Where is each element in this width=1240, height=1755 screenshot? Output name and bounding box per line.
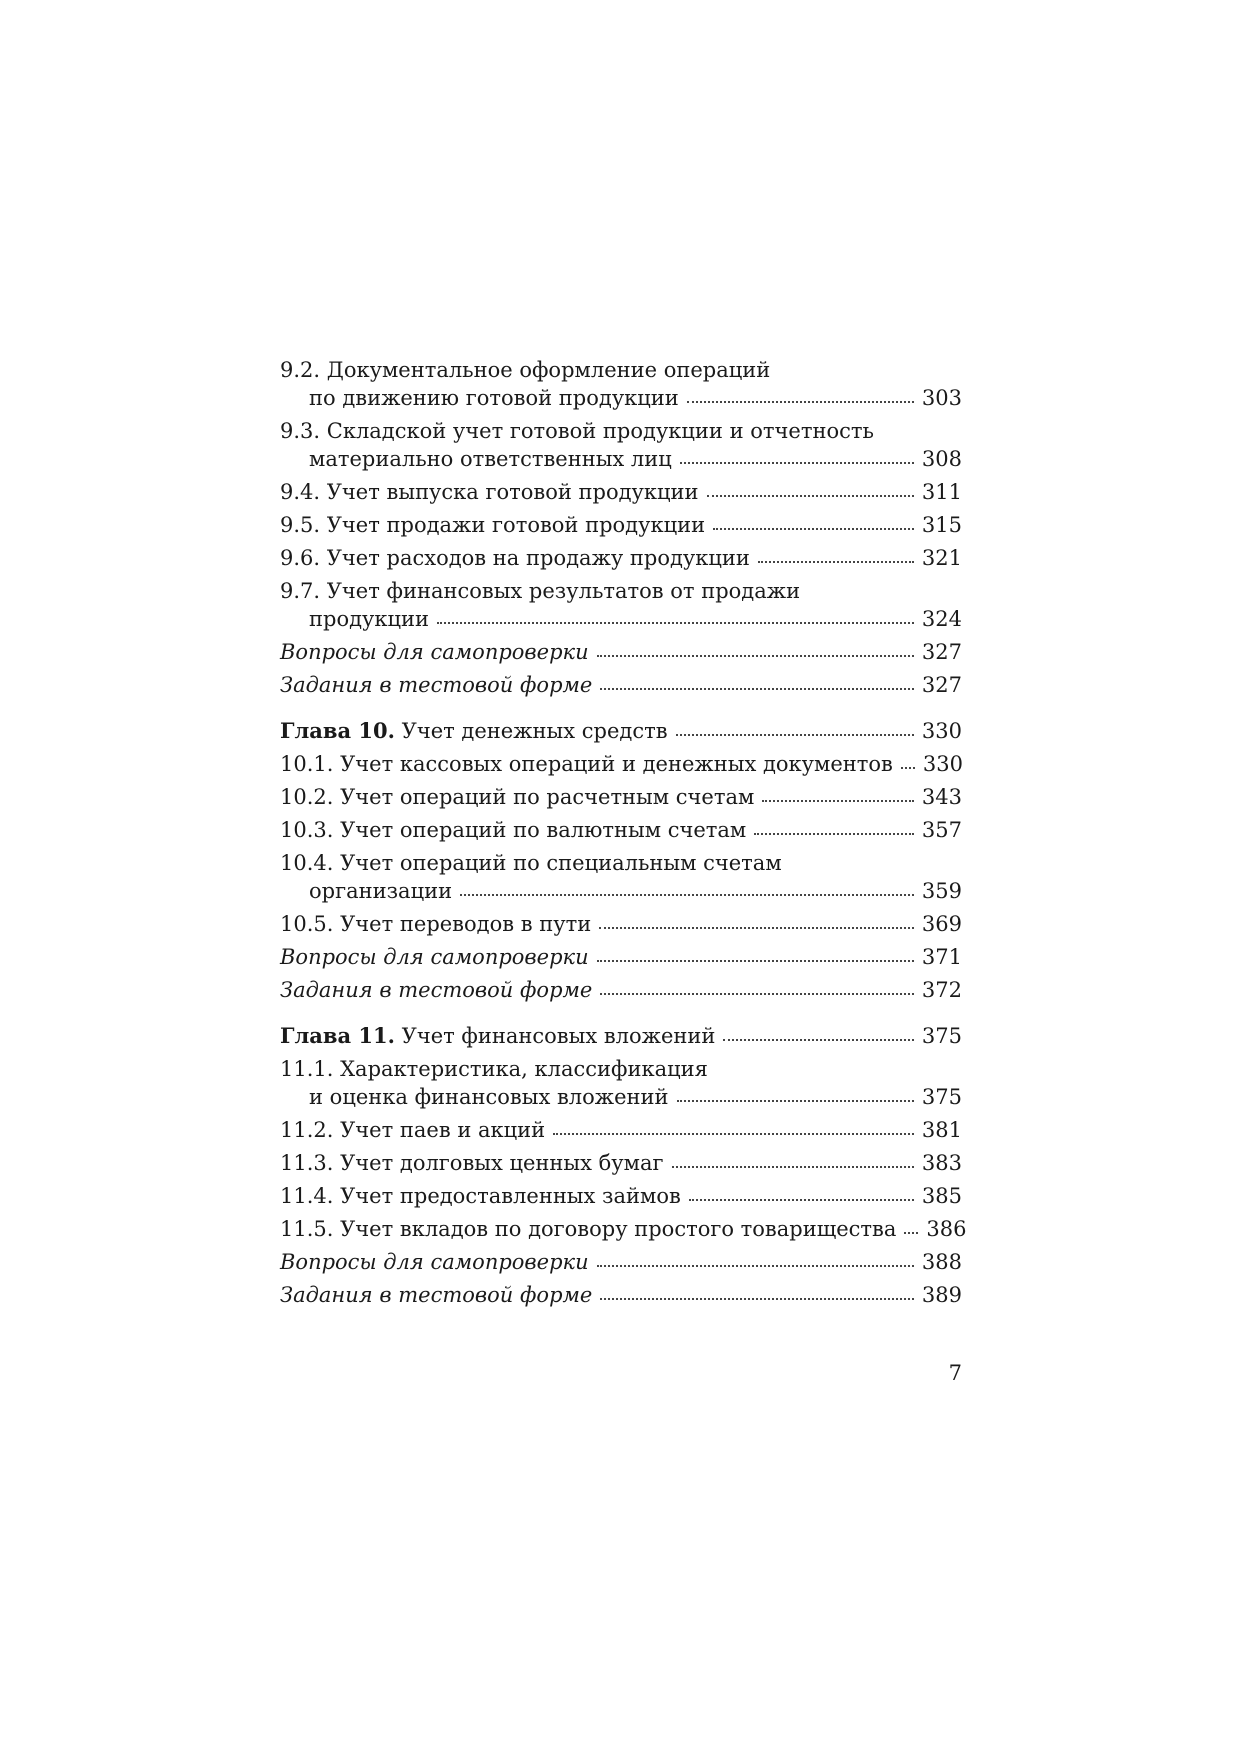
dot-leader [758, 556, 914, 563]
toc-entry-test-tasks[interactable] [280, 976, 962, 1004]
dot-leader [600, 683, 914, 690]
toc-entry[interactable] [280, 849, 962, 905]
toc-page-number: 303 [921, 386, 962, 410]
toc-entry-title: 11.1. Характеристика, классификация [280, 1057, 708, 1081]
toc-entry-title: Задания в тестовой форме [280, 673, 593, 697]
toc-entry[interactable] [280, 1149, 962, 1177]
dot-leader [677, 1095, 914, 1102]
toc-chapter-heading[interactable] [280, 1022, 962, 1050]
toc-entry[interactable] [280, 1215, 967, 1243]
toc-entry-title-continuation: материально ответственных лиц [309, 447, 672, 471]
dot-leader [689, 1194, 914, 1201]
toc-page-number: 330 [922, 752, 963, 776]
toc-entry-title: 11.3. Учет долговых ценных бумаг [280, 1151, 664, 1175]
dot-leader [754, 828, 914, 835]
dot-leader [901, 762, 915, 769]
toc-entry[interactable] [280, 577, 962, 633]
dot-leader [597, 650, 914, 657]
toc-entry[interactable] [280, 910, 962, 938]
toc-page-number: 386 [926, 1217, 967, 1241]
toc-page-number: 381 [921, 1118, 962, 1142]
toc-entry[interactable] [280, 750, 962, 778]
toc-entry-title: Задания в тестовой форме [280, 978, 593, 1002]
toc-page-number: 311 [921, 480, 962, 504]
toc-entry-title: 9.5. Учет продажи готовой продукции [280, 513, 706, 537]
dot-leader [680, 457, 914, 464]
toc-entry-test-tasks[interactable] [280, 1281, 962, 1309]
dot-leader [460, 889, 914, 896]
toc-entry-title: 10.1. Учет кассовых операций и денежных документов [280, 752, 893, 776]
toc-page-number: 330 [921, 719, 962, 743]
toc-entry-title: 10.2. Учет операций по расчетным счетам [280, 785, 755, 809]
toc-entry-title: 9.6. Учет расходов на продажу продукции [280, 546, 750, 570]
toc-chapter-heading[interactable] [280, 717, 962, 745]
toc-entry-title: 11.2. Учет паев и акций [280, 1118, 546, 1142]
chapter-label: Глава 10. [280, 718, 395, 743]
dot-leader [723, 1034, 914, 1041]
dot-leader [904, 1227, 918, 1234]
toc-entry-title: Задания в тестовой форме [280, 1283, 593, 1307]
toc-entry-title-continuation: по движению готовой продукции [309, 386, 679, 410]
dot-leader [687, 396, 914, 403]
toc-page-number: 388 [921, 1250, 962, 1274]
toc-entry[interactable] [280, 417, 962, 473]
dot-leader [553, 1128, 914, 1135]
toc-entry-title: 11.4. Учет предоставленных займов [280, 1184, 681, 1208]
dot-leader [597, 1260, 914, 1267]
toc-page-number: 371 [921, 945, 962, 969]
dot-leader [672, 1161, 914, 1168]
dot-leader [707, 490, 914, 497]
toc-page-number: 375 [921, 1024, 962, 1048]
dot-leader [762, 795, 914, 802]
dot-leader [597, 955, 914, 962]
toc-page-number: 357 [921, 818, 962, 842]
toc-entry[interactable] [280, 544, 962, 572]
toc-entry-title: 9.2. Документальное оформление операций [280, 358, 771, 382]
toc-entry[interactable] [280, 511, 962, 539]
toc-page-number: 372 [921, 978, 962, 1002]
toc-page-number: 375 [921, 1085, 962, 1109]
toc-entry-title-continuation: организации [309, 879, 453, 903]
toc-page-number: 327 [921, 640, 962, 664]
chapter-label: Глава 11. [280, 1023, 395, 1048]
table-of-contents [280, 356, 967, 1314]
toc-page-number: 321 [921, 546, 962, 570]
dot-leader [600, 1293, 914, 1300]
dot-leader [713, 523, 914, 530]
chapter-title: Учет финансовых вложений [401, 1024, 716, 1048]
toc-entry-review-questions[interactable] [280, 1248, 962, 1276]
toc-entry-title: 10.5. Учет переводов в пути [280, 912, 592, 936]
toc-entry-title: 11.5. Учет вкладов по договору простого товарищества [280, 1217, 897, 1241]
toc-entry-title: 9.7. Учет финансовых результатов от продажи [280, 579, 801, 603]
toc-entry[interactable] [280, 356, 962, 412]
toc-page-number: 308 [921, 447, 962, 471]
toc-entry-title: 9.4. Учет выпуска готовой продукции [280, 480, 699, 504]
toc-entry-title: 10.4. Учет операций по специальным счетам [280, 851, 782, 875]
toc-entry[interactable] [280, 478, 962, 506]
toc-entry[interactable] [280, 1116, 962, 1144]
dot-leader [676, 729, 914, 736]
toc-entry-test-tasks[interactable] [280, 671, 962, 699]
toc-page-number: 327 [921, 673, 962, 697]
toc-page-number: 383 [921, 1151, 962, 1175]
toc-entry-title: Вопросы для самопроверки [280, 1250, 589, 1274]
toc-page-number: 389 [921, 1283, 962, 1307]
dot-leader [437, 617, 914, 624]
toc-entry-title: 10.3. Учет операций по валютным счетам [280, 818, 747, 842]
page-number: 7 [948, 1361, 962, 1385]
dot-leader [600, 988, 914, 995]
toc-entry[interactable] [280, 783, 962, 811]
toc-page-number: 385 [921, 1184, 962, 1208]
toc-page-number: 324 [921, 607, 962, 631]
toc-entry-review-questions[interactable] [280, 943, 962, 971]
toc-entry-title: 9.3. Складской учет готовой продукции и отчетность [280, 419, 874, 443]
toc-entry[interactable] [280, 1055, 962, 1111]
toc-entry-title: Вопросы для самопроверки [280, 945, 589, 969]
toc-page-number: 369 [921, 912, 962, 936]
toc-entry[interactable] [280, 816, 962, 844]
toc-entry-review-questions[interactable] [280, 638, 962, 666]
toc-entry[interactable] [280, 1182, 962, 1210]
toc-page-number: 359 [921, 879, 962, 903]
toc-page-number: 343 [921, 785, 962, 809]
dot-leader [599, 922, 914, 929]
toc-entry-title-continuation: и оценка финансовых вложений [309, 1085, 669, 1109]
chapter-title: Учет денежных средств [401, 719, 668, 743]
toc-entry-title: Вопросы для самопроверки [280, 640, 589, 664]
toc-entry-title-continuation: продукции [309, 607, 429, 631]
toc-page-number: 315 [921, 513, 962, 537]
